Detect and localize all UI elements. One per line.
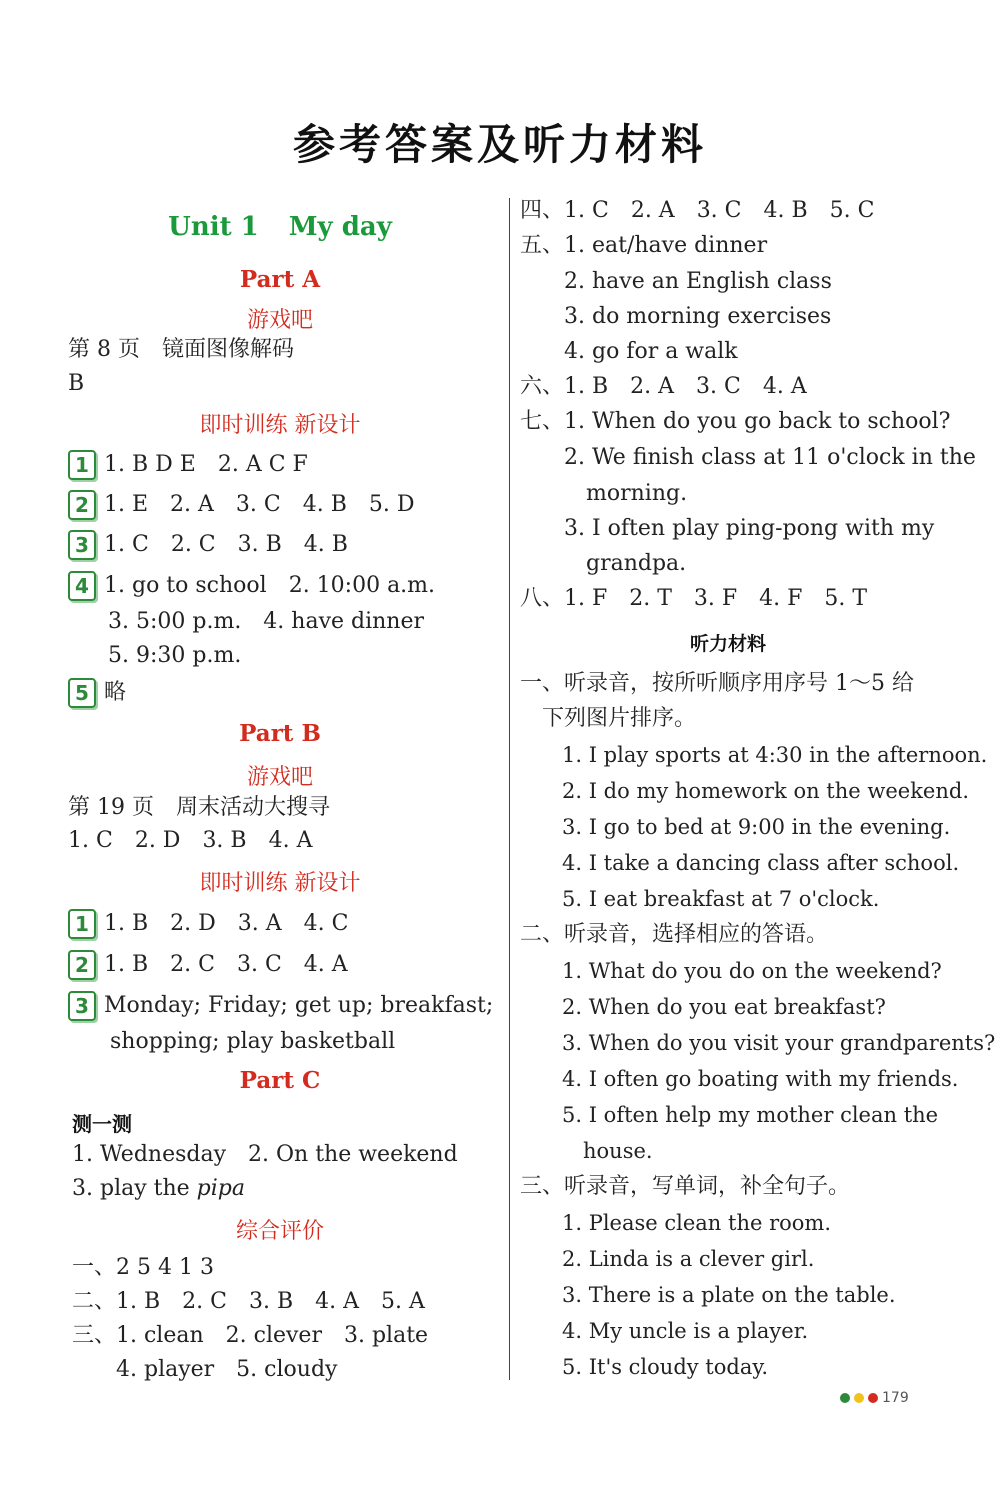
item-number-box: 1 <box>68 909 96 939</box>
right-answer-11: grandpa. <box>520 551 687 576</box>
right-answer-6: 六、1. B 2. A 3. C 4. A <box>520 374 807 399</box>
listening-line-15: 三、听录音，写单词，补全句子。 <box>520 1174 851 1199</box>
answer-text: 1. B 2. C 3. C 4. A <box>104 952 348 977</box>
listening-line-19: 4. My uncle is a player. <box>520 1319 809 1343</box>
answer-a2 <box>68 490 415 520</box>
unit-title <box>0 212 560 242</box>
listening-line-1: 一、听录音，按所听顺序用序号 1～5 给 <box>520 671 914 696</box>
listening-line-6: 4. I take a dancing class after school. <box>520 851 960 875</box>
page-title: 参考答案及听力材料 <box>292 120 707 169</box>
red-dot-icon <box>868 1393 878 1403</box>
answer-text: 略 <box>104 680 127 705</box>
page19-line: 第 19 页 周末活动大搜寻 <box>68 795 330 820</box>
test-line2-italic: pipa <box>196 1176 245 1201</box>
game-heading-a: 游戏吧 <box>246 308 313 333</box>
item-number-box: 3 <box>68 991 96 1021</box>
test-line2-text: 3. play the <box>72 1176 197 1201</box>
right-answer-10: 3. I often play ping-pong with my <box>520 516 935 541</box>
part-b-heading: Part B <box>239 720 321 747</box>
answer-a4-line2: 3. 5:00 p.m. 4. have dinner <box>108 609 425 634</box>
listening-line-7: 5. I eat breakfast at 7 o'clock. <box>520 887 880 911</box>
answer-text: Monday; Friday; get up; breakfast; <box>104 993 494 1018</box>
listening-heading: 听力材料 <box>690 633 767 655</box>
answer-b3 <box>68 991 493 1021</box>
test-line2 <box>72 1175 245 1203</box>
answer-a5 <box>68 678 126 708</box>
test-line1: 1. Wednesday 2. On the weekend <box>72 1142 458 1167</box>
column-divider <box>509 198 510 1380</box>
green-dot-icon <box>840 1393 850 1403</box>
answer-a3 <box>68 530 348 560</box>
answer-a4 <box>68 571 435 601</box>
item-number-box: 4 <box>68 571 96 601</box>
answer-b2 <box>68 950 348 980</box>
page-number: 179 <box>882 1390 909 1406</box>
right-answer-5: 4. go for a walk <box>520 339 738 364</box>
part-c-heading: Part C <box>239 1067 321 1094</box>
item-number-box: 2 <box>68 490 96 520</box>
listening-line-16: 1. Please clean the room. <box>520 1211 831 1235</box>
eval-line-3: 三、1. clean 2. clever 3. plate <box>72 1323 429 1348</box>
eval-heading: 综合评价 <box>235 1219 324 1244</box>
right-answer-3: 2. have an English class <box>520 269 832 294</box>
page19-answer: 1. C 2. D 3. B 4. A <box>68 828 313 853</box>
unit-name: My day <box>288 212 392 242</box>
page8-line: 第 8 页 镜面图像解码 <box>68 337 294 362</box>
training-heading-a: 即时训练 新设计 <box>199 413 361 438</box>
answer-text: 1. B D E 2. A C F <box>104 452 308 477</box>
right-answer-4: 3. do morning exercises <box>520 304 832 329</box>
listening-line-10: 2. When do you eat breakfast? <box>520 995 886 1019</box>
answer-b3-line2: shopping; play basketball <box>110 1029 396 1054</box>
answer-a4-line3: 5. 9:30 p.m. <box>108 643 242 668</box>
listening-line-17: 2. Linda is a clever girl. <box>520 1247 815 1271</box>
right-answer-12: 八、1. F 2. T 3. F 4. F 5. T <box>520 586 868 611</box>
right-answer-2: 五、1. eat/have dinner <box>520 233 768 258</box>
listening-line-2: 下列图片排序。 <box>520 706 697 731</box>
test-heading: 测一测 <box>72 1112 132 1136</box>
answer-text: 1. B 2. D 3. A 4. C <box>104 911 349 936</box>
page8-answer: B <box>68 371 85 396</box>
right-answer-7: 七、1. When do you go back to school? <box>520 409 951 434</box>
part-a-heading: Part A <box>239 266 321 293</box>
listening-line-20: 5. It's cloudy today. <box>520 1355 769 1379</box>
eval-line-4: 4. player 5. cloudy <box>72 1357 338 1382</box>
item-number-box: 2 <box>68 950 96 980</box>
right-answer-8: 2. We finish class at 11 o'clock in the <box>520 445 976 470</box>
eval-line-1: 一、2 5 4 1 3 <box>72 1255 214 1280</box>
item-number-box: 5 <box>68 678 96 708</box>
eval-line-2: 二、1. B 2. C 3. B 4. A 5. A <box>72 1289 425 1314</box>
listening-line-12: 4. I often go boating with my friends. <box>520 1067 959 1091</box>
game-heading-b: 游戏吧 <box>246 765 313 790</box>
page-footer <box>840 1390 909 1406</box>
listening-line-14: house. <box>520 1139 653 1163</box>
listening-line-5: 3. I go to bed at 9:00 in the evening. <box>520 815 951 839</box>
answer-text: 1. E 2. A 3. C 4. B 5. D <box>104 492 415 517</box>
answer-text: 1. go to school 2. 10:00 a.m. <box>104 573 436 598</box>
item-number-box: 3 <box>68 530 96 560</box>
listening-line-8: 二、听录音，选择相应的答语。 <box>520 922 829 947</box>
listening-line-3: 1. I play sports at 4:30 in the afternoon. <box>520 743 988 767</box>
answer-a1 <box>68 450 308 480</box>
listening-line-11: 3. When do you visit your grandparents? <box>520 1031 996 1055</box>
yellow-dot-icon <box>854 1393 864 1403</box>
answer-text: 1. C 2. C 3. B 4. B <box>104 532 348 557</box>
listening-line-18: 3. There is a plate on the table. <box>520 1283 896 1307</box>
answer-b1 <box>68 909 348 939</box>
item-number-box: 1 <box>68 450 96 480</box>
right-answer-1: 四、1. C 2. A 3. C 4. B 5. C <box>520 198 875 223</box>
listening-line-9: 1. What do you do on the weekend? <box>520 959 942 983</box>
listening-line-4: 2. I do my homework on the weekend. <box>520 779 969 803</box>
unit-label: Unit 1 <box>168 212 259 242</box>
right-answer-9: morning. <box>520 481 688 506</box>
training-heading-b: 即时训练 新设计 <box>199 871 361 896</box>
listening-line-13: 5. I often help my mother clean the <box>520 1103 939 1127</box>
